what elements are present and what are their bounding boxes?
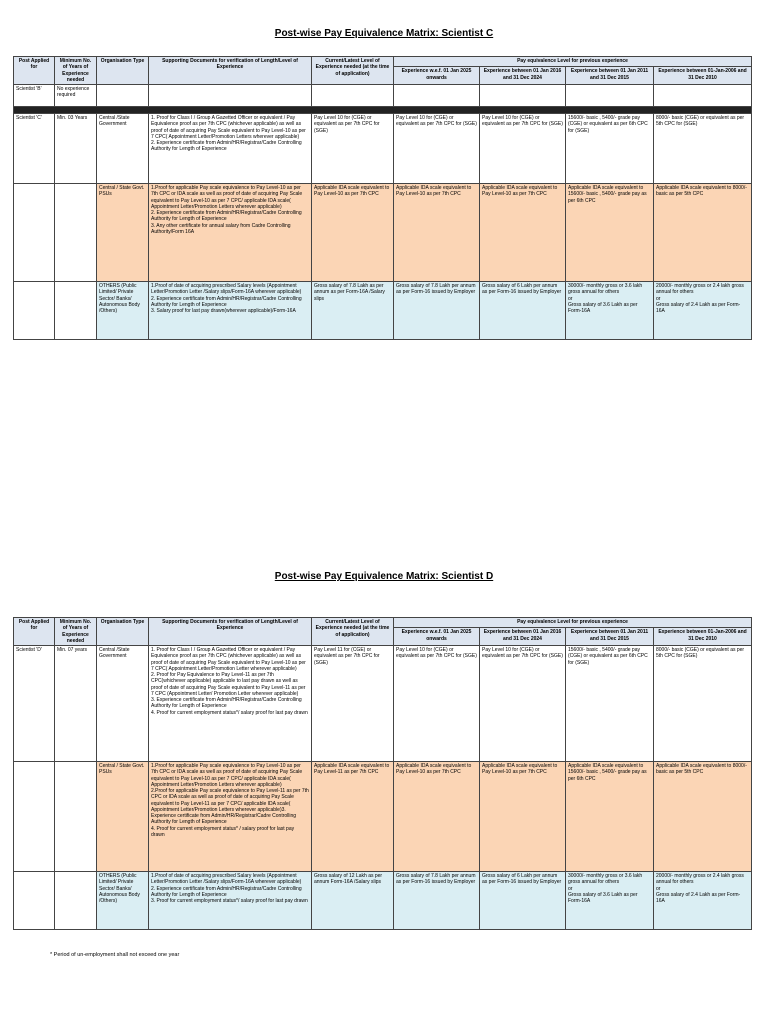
matrix-table-scientist-d	[13, 617, 752, 930]
cell-min-years: Min. 07 years	[55, 646, 97, 762]
empty-cell	[55, 184, 97, 282]
col-header-pay-group: Pay equivalence Level for previous experience	[394, 618, 752, 628]
cell-exp2: Applicable IDA scale equivalent to Pay Level-10 as per 7th CPC	[480, 184, 566, 282]
cell-exp3: 30000/- monthly gross or 3.6 lakh gross annual for others or Gross salary of 3.6 Lakh as per Form-16A	[566, 282, 654, 340]
empty-cell	[149, 85, 312, 107]
table-row	[14, 184, 752, 282]
empty-cell	[14, 282, 55, 340]
cell-exp3: Applicable IDA scale equivalent to 15600/- basic , 5400/- grade pay as per 6th CPC	[566, 184, 654, 282]
table-row	[14, 282, 752, 340]
col-header-docs: Supporting Documents for verification of Length/Level of Experience	[149, 618, 312, 646]
col-header-exp3: Experience between 01 Jan 2011 and 31 Dec 2015	[566, 67, 654, 85]
col-header-pay-group: Pay equivalence Level for previous experience	[394, 57, 752, 67]
cell-exp2: Gross salary of 6 Lakh per annum as per Form-16 issued by Employer	[480, 282, 566, 340]
cell-exp1: Applicable IDA scale equivalent to Pay Level-10 as per 7th CPC	[394, 762, 480, 872]
cell-current: Pay Level 11 for (CGE) or equivalent as per 7th CPC for (SGE)	[312, 646, 394, 762]
col-header-post: Post Applied for	[14, 618, 55, 646]
cell-docs: 1.Proof of date of acquiring prescribed Salary levels (Appointment Letter/Promotion Letter /Salary slips/Form-16A wherever applicable) 2. Experience certificate from Admin/HR/Registrar/Cadre Controlling Authority for Length of Experience 3. Salary proof for last pay drawn(wherever applicable)/Form-16A	[149, 282, 312, 340]
table-row	[14, 762, 752, 872]
cell-docs: 1. Proof for Class I / Group A Gazetted Officer or equivalent / Pay Equivalence proof as per 7th CPC (whichever applicable) as well as proof of date of acquiring Pay Scale equivalent to Pay Level-10 as per 7 CPC( Appointment Letter/Promotion Letters wherever applicable) 2. Experience certificate from Admin/HR/Registrar/Cadre Controlling Authority for Length of Experience	[149, 114, 312, 184]
empty-cell	[312, 85, 394, 107]
footnote: * Period of un-employment shall not exceed one year	[50, 952, 180, 958]
cell-org: Central / State Govt. PSUs	[97, 762, 149, 872]
cell-post: Scientist 'B'	[14, 85, 55, 107]
col-header-exp3: Experience between 01 Jan 2011 and 31 Dec 2015	[566, 628, 654, 646]
col-header-org: Organisation Type	[97, 618, 149, 646]
separator-row	[14, 107, 752, 114]
cell-docs: 1.Proof for applicable Pay scale equivalence to Pay Level-10 as per 7th CPC or IDA scale as well as proof of date of acquiring Pay Scale equivalent to Pay Level-10 as per 7 CPC/ applicable IDA scale( Appointment Letter/Promotion Letters wherever applicable) 2. Experience certificate from Admin/HR/Registrar/Cadre Controlling Authority for Length of Experience 3. Any other certificate for annual salary from Cadre Controlling Authority/Form 16A	[149, 184, 312, 282]
cell-post: Scientist 'C'	[14, 114, 55, 184]
col-header-docs: Supporting Documents for verification of Length/Level of Experience	[149, 57, 312, 85]
empty-cell	[480, 85, 566, 107]
header-row	[14, 618, 752, 628]
col-header-exp4: Experience between 01-Jan-2006 and 31 Dec 2010	[654, 628, 752, 646]
cell-exp2: Gross salary of 6 Lakh per annum as per Form-16 issued by Employer	[480, 872, 566, 930]
empty-cell	[97, 85, 149, 107]
cell-exp4: Applicable IDA scale equivalent to 8000/- basic as per 5th CPC	[654, 184, 752, 282]
cell-current: Gross salary of 7.8 Lakh as per annum as per Form-16A /Salary slips	[312, 282, 394, 340]
cell-docs: 1.Proof of date of acquiring prescribed Salary levels (Appointment Letter/Promotion Letter /Salary slips/Form-16A wherever applicable) 2. Experience certificate from Admin/HR/Registrar/Cadre Controlling Authority for Length of Experience 3. Proof for current employment status*/ salary proof for last pay drawn	[149, 872, 312, 930]
cell-current: Gross salary of 12 Lakh as per annum Form-16A /Salary slips	[312, 872, 394, 930]
matrix-table-scientist-c	[13, 56, 752, 340]
cell-exp3: 15600/- basic , 5400/- grade pay (CGE) or equivalent as per 6th CPC for (SGE)	[566, 646, 654, 762]
header-row	[14, 57, 752, 67]
cell-exp1: Gross salary of 7.8 Lakh per annum as per Form-16 issued by Employer	[394, 872, 480, 930]
empty-cell	[14, 184, 55, 282]
empty-cell	[14, 762, 55, 872]
cell-exp1: Gross salary of 7.8 Lakh per annum as per Form-16 issued by Employer	[394, 282, 480, 340]
empty-cell	[55, 872, 97, 930]
cell-exp1: Applicable IDA scale equivalent to Pay Level-10 as per 7th CPC	[394, 184, 480, 282]
empty-cell	[566, 85, 654, 107]
table-row	[14, 646, 752, 762]
cell-exp4: Applicable IDA scale equivalent to 8000/- basic as per 5th CPC	[654, 762, 752, 872]
cell-exp2: Pay Level 10 for (CGE) or equivalent as per 7th CPC for (SGE)	[480, 114, 566, 184]
empty-cell	[55, 762, 97, 872]
col-header-exp2: Experience between 01 Jan 2016 and 31 Dec 2024	[480, 628, 566, 646]
cell-org: Central / State Govt. PSUs	[97, 184, 149, 282]
page-title-scientist-c: Post-wise Pay Equivalence Matrix: Scientist C	[274, 28, 494, 39]
cell-docs: 1.Proof for applicable Pay scale equivalence to Pay Level-10 as per 7th CPC or IDA scale as well as proof of date of acquiring Pay Scale equivalent to Pay Level-10 as per 7 CPC/ applicable IDA scale( Appointment Letter/Promotion Letters wherever applicable) 2.Proof for applicable Pay scale equivalence to Pay Level-11 as per 7th CPC or IDA scale as well as proof of date of acquiring Pay Scale equivalent to Pay Level-11 as per 7 CPC/ applicable IDA scale( Appointment Letter/Promotion Letters wherever applicable)3. Experience certificate from Admin/HR/Registrar/Cadre Controlling Authority for Length of Experience 4. Proof for current employment status* / salary proof for last pay drawn	[149, 762, 312, 872]
cell-exp1: Pay Level 10 for (CGE) or equivalent as per 7th CPC for (SGE)	[394, 114, 480, 184]
empty-cell	[14, 872, 55, 930]
col-header-min-years: Minimum No. of Years of Experience needed	[55, 57, 97, 85]
cell-exp4: 20000/- monthly gross or 2.4 lakh gross annual for others or Gross salary of 2.4 Lakh as per Form-16A	[654, 282, 752, 340]
cell-exp3: 15600/- basic , 5400/- grade pay (CGE) or equivalent as per 6th CPC for (SGE)	[566, 114, 654, 184]
cell-org: Central /State Government	[97, 646, 149, 762]
cell-exp3: 30000/- monthly gross or 3.6 lakh gross annual for others or Gross salary of 3.6 Lakh as per Form-16A	[566, 872, 654, 930]
empty-cell	[55, 282, 97, 340]
page-title-scientist-d: Post-wise Pay Equivalence Matrix: Scientist D	[274, 571, 494, 582]
cell-exp4: 20000/- monthly gross or 2.4 lakh gross annual for others or Gross salary of 2.4 Lakh as per Form-16A	[654, 872, 752, 930]
col-header-exp1: Experience w.e.f. 01 Jan 2025 onwards	[394, 628, 480, 646]
col-header-post: Post Applied for	[14, 57, 55, 85]
col-header-exp1: Experience w.e.f. 01 Jan 2025 onwards	[394, 67, 480, 85]
cell-current: Applicable IDA scale equivalent to Pay Level-11 as per 7th CPC	[312, 762, 394, 872]
cell-exp2: Pay Level 10 for (CGE) or equivalent as per 7th CPC for (SGE)	[480, 646, 566, 762]
cell-exp4: 8000/- basic (CGE) or equivalent as per 5th CPC for (SGE)	[654, 646, 752, 762]
cell-org: OTHERS (Public Limited/ Private Sector/ Banks/ Autonomous Body /Others)	[97, 282, 149, 340]
cell-org: Central /State Government	[97, 114, 149, 184]
table-row	[14, 872, 752, 930]
col-header-current: Current/Latest Level of Experience needed (at the time of application)	[312, 618, 394, 646]
col-header-exp4: Experience between 01-Jan-2006 and 31 Dec 2010	[654, 67, 752, 85]
cell-min-years: No experience required	[55, 85, 97, 107]
cell-exp4: 8000/- basic (CGE) or equivalent as per 5th CPC for (SGE)	[654, 114, 752, 184]
cell-current: Applicable IDA scale equivalent to Pay Level-10 as per 7th CPC	[312, 184, 394, 282]
col-header-exp2: Experience between 01 Jan 2016 and 31 Dec 2024	[480, 67, 566, 85]
cell-min-years: Min. 03 Years	[55, 114, 97, 184]
empty-cell	[654, 85, 752, 107]
cell-exp2: Applicable IDA scale equivalent to Pay Level-10 as per 7th CPC	[480, 762, 566, 872]
separator-cell	[14, 107, 752, 114]
cell-org: OTHERS (Public Limited/ Private Sector/ Banks/ Autonomous Body /Others)	[97, 872, 149, 930]
table-row-scientist-b	[14, 85, 752, 107]
cell-exp3: Applicable IDA scale equivalent to 15600/- basic , 5400/- grade pay as per 6th CPC	[566, 762, 654, 872]
cell-exp1: Pay Level 10 for (CGE) or equivalent as per 7th CPC for (SGE)	[394, 646, 480, 762]
cell-post: Scientist 'D'	[14, 646, 55, 762]
col-header-current: Current/Latest Level of Experience needed (at the time of application)	[312, 57, 394, 85]
col-header-org: Organisation Type	[97, 57, 149, 85]
table-row	[14, 114, 752, 184]
cell-current: Pay Level 10 for (CGE) or equivalent as per 7th CPC for (SGE)	[312, 114, 394, 184]
col-header-min-years: Minimum No. of Years of Experience needed	[55, 618, 97, 646]
cell-docs: 1. Proof for Class I / Group A Gazetted Officer or equivalent / Pay Equivalence proof as per 7th CPC (whichever applicable) as well as proof of date of acquiring Pay Scale equivalent to Pay Level-10 as per 7 CPC( Appointment Letter/Promotion Letter wherever applicable) 2. Proof for Pay Equivalence to Pay Level-11 as per 7th CPC(whichever applicable) applicable to last pay drawn as well as proof of date of acquiring Pay Scale equivalent to Pay Level-11 as per 7 CPC (Appointment Letter/ Promotion Letter wherever applicable) 3. Experience certificate from Admin/HR/Registrar/Cadre Controlling Authority for Length of Experience 4. Proof for current employment status*/ salary proof for last pay drawn	[149, 646, 312, 762]
empty-cell	[394, 85, 480, 107]
